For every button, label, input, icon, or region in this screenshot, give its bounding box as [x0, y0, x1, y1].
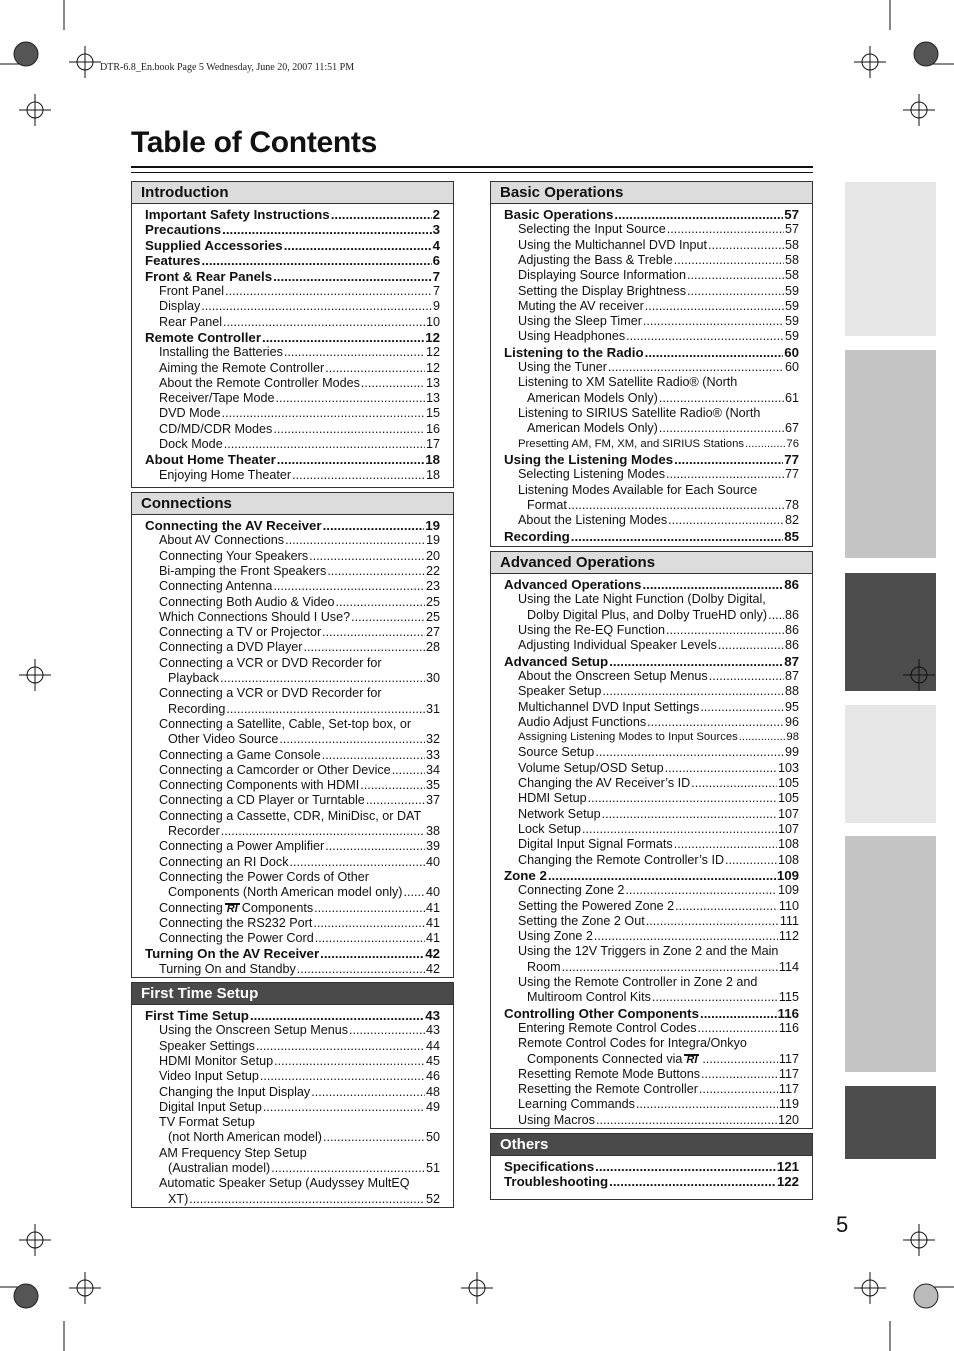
toc-page-number: 95	[784, 699, 799, 714]
toc-entry-title: Other Video Source	[168, 732, 279, 747]
toc-page-number: 86	[784, 622, 799, 637]
toc-page-number: 60	[784, 360, 799, 375]
toc-entry-title: Turning On and Standby	[159, 961, 296, 976]
toc-entry-title: (Australian model)	[168, 1161, 271, 1176]
toc-page-number: 33	[425, 747, 440, 762]
toc-page-number: 41	[425, 900, 440, 915]
toc-entry-title: Multichannel DVD Input Settings	[518, 699, 700, 714]
toc-entry-title: Connecting a Camcorder or Other Device	[159, 762, 391, 777]
toc-page-number: 46	[425, 1069, 440, 1084]
toc-entry-title: Using Macros	[518, 1112, 595, 1127]
toc-entry-line: Listening Modes Available for Each Source	[518, 482, 758, 497]
toc-page-number: 59	[784, 283, 799, 298]
toc-entry-title: Setting the Display Brightness	[518, 283, 687, 298]
toc-page-number: 18	[425, 452, 440, 468]
toc-page-number: 67	[784, 421, 799, 436]
toc-entry-title: CD/MD/CDR Modes	[159, 421, 273, 436]
toc-page-number: 49	[425, 1099, 440, 1114]
ri-logo-icon: RI	[226, 902, 238, 915]
toc-page-number: 52	[425, 1191, 440, 1206]
ri-logo-icon: RI	[686, 1053, 698, 1066]
toc-entry-title: Which Connections Should I Use?	[159, 609, 351, 624]
toc-page-number: 96	[784, 714, 799, 729]
toc-entry-title: Recording	[504, 528, 570, 544]
section-title: Basic Operations	[491, 182, 812, 204]
toc-entry-title: Installing the Batteries	[159, 345, 283, 360]
toc-entry-title: Speaker Setup	[518, 684, 602, 699]
toc-page-number: 116	[778, 1020, 799, 1035]
toc-entry-title: Changing the Remote Controller’s ID	[518, 852, 725, 867]
toc-page-number: 105	[777, 791, 799, 806]
toc-entry-title: Listening to the Radio	[504, 344, 644, 360]
toc-entry-title: Recording	[168, 701, 226, 716]
toc-entry-title: HDMI Monitor Setup	[159, 1053, 274, 1068]
toc-page-number: 28	[425, 640, 440, 655]
print-header: DTR-6.8_En.book Page 5 Wednesday, June 20, 2007 11:51 PM	[100, 62, 355, 73]
toc-entry-title: Controlling Other Components	[504, 1005, 700, 1021]
toc-entry-title: Adjusting the Bass & Treble	[518, 252, 673, 267]
toc-page-number: 32	[425, 732, 440, 747]
toc-entry-title: Adjusting Individual Speaker Levels	[518, 638, 717, 653]
toc-page-number: 76	[786, 437, 799, 450]
toc-entry-line: Connecting a Satellite, Cable, Set-top box, or	[159, 716, 412, 731]
toc-page-number: 88	[784, 684, 799, 699]
toc-entry-title: Room	[527, 959, 561, 974]
toc-entry-title: Connecting a DVD Player	[159, 640, 303, 655]
toc-page-number: 27	[425, 625, 440, 640]
toc-entry-title: Dock Mode	[159, 437, 223, 452]
toc-page-number: 50	[425, 1130, 440, 1145]
section-title: Introduction	[132, 182, 453, 204]
toc-entry-title: Using the Sleep Timer	[518, 314, 642, 329]
toc-entry-title: Aiming the Remote Controller	[159, 360, 325, 375]
toc-entry-title: Multiroom Control Kits	[527, 990, 651, 1005]
toc-page-number: 43	[425, 1023, 440, 1038]
toc-entry-line: Connecting a Cassette, CDR, MiniDisc, or DAT	[159, 808, 422, 823]
toc-entry-title: Source Setup	[518, 745, 595, 760]
toc-entry-title: Digital Input Signal Formats	[518, 837, 673, 852]
toc-entry-title: Playback	[168, 671, 220, 686]
toc-entry-line: AM Frequency Step Setup	[159, 1145, 307, 1160]
toc-page-number: 51	[425, 1161, 440, 1176]
toc-page-number: 117	[778, 1066, 799, 1081]
toc-entry-line: Automatic Speaker Setup (Audyssey MultEQ	[159, 1176, 410, 1191]
toc-entry-title: Video Input Setup	[159, 1069, 259, 1084]
toc-entry-title: Volume Setup/OSD Setup	[518, 760, 664, 775]
toc-page-number: 87	[784, 653, 799, 669]
toc-entry-line: Using the 12V Triggers in Zone 2 and the Main	[518, 944, 779, 959]
toc-entry-title: Zone 2	[504, 867, 547, 883]
toc-entry-title: Advanced Setup	[504, 653, 609, 669]
toc-page-number: 110	[778, 898, 799, 913]
toc-entry-title: Remote Controller	[145, 329, 261, 345]
toc-page-number: 48	[425, 1084, 440, 1099]
toc-entry-title: American Models Only)	[527, 421, 658, 436]
toc-page-number: 108	[777, 852, 799, 867]
section-title: Others	[491, 1134, 812, 1156]
toc-page-number: 38	[425, 824, 440, 839]
toc-page-number: 2	[432, 207, 440, 222]
toc-entry-line: Connecting a VCR or DVD Recorder for	[159, 686, 382, 701]
toc-entry-title: American Models Only)	[527, 390, 658, 405]
toc-entry-title: Recorder	[168, 824, 220, 839]
section-title: Connections	[132, 493, 453, 515]
toc-page-number: 37	[425, 793, 440, 808]
toc-page-number: 19	[425, 533, 440, 548]
toc-page-number: 59	[784, 329, 799, 344]
toc-entry-title: Lock Setup	[518, 821, 582, 836]
toc-entry-title: Speaker Settings	[159, 1038, 255, 1053]
toc-entry-title: Selecting the Input Source	[518, 222, 666, 237]
toc-entry-title: Using Headphones	[518, 329, 626, 344]
toc-entry-title: Dolby Digital Plus, and Dolby TrueHD only)	[527, 607, 768, 622]
toc-entry-line: Connecting the Power Cords of Other	[159, 869, 370, 884]
toc-entry-title: Basic Operations	[504, 207, 614, 222]
toc-entry-title: (not North American model)	[168, 1130, 322, 1145]
toc-entry-title: Important Safety Instructions	[145, 207, 330, 222]
toc-entry-title: Displaying Source Information	[518, 268, 686, 283]
toc-page-number: 40	[425, 854, 440, 869]
toc-page-number: 17	[425, 437, 440, 452]
toc-page-number: 35	[425, 778, 440, 793]
toc-entry-line: Connecting a VCR or DVD Recorder for	[159, 655, 382, 670]
toc-page-number: 12	[425, 360, 440, 375]
toc-entry-title: Learning Commands	[518, 1097, 635, 1112]
toc-entry-title: Bi-amping the Front Speakers	[159, 563, 327, 578]
toc-page-number: 114	[778, 959, 799, 974]
toc-entry-title: Audio Adjust Functions	[518, 714, 647, 729]
toc-entry-title: About the Onscreen Setup Menus	[518, 668, 708, 683]
toc-page-number: 60	[784, 344, 799, 360]
toc-page-number: 119	[778, 1097, 799, 1112]
toc-entry-title: Connecting the RS232 Port	[159, 915, 313, 930]
toc-entry-title: Connecting a Game Console	[159, 747, 321, 762]
toc-entry-title: Using the Tuner	[518, 360, 607, 375]
toc-page-number: 99	[784, 745, 799, 760]
toc-page-number: 121	[776, 1159, 799, 1174]
toc-page-number: 77	[784, 467, 799, 482]
toc-entry-title: Connecting the Power Cord	[159, 931, 314, 946]
toc-entry-line: Using the Late Night Function (Dolby Digital,	[518, 592, 766, 607]
section-title: First Time Setup	[132, 983, 453, 1005]
toc-entry-title: Connecting	[159, 900, 223, 915]
toc-page-number: 109	[776, 867, 799, 883]
toc-page-number: 117	[778, 1051, 799, 1066]
toc-page-number: 59	[784, 314, 799, 329]
toc-page-number: 107	[777, 806, 799, 821]
toc-page-number: 105	[777, 776, 799, 791]
toc-entry-title: Connecting Zone 2	[518, 883, 625, 898]
toc-page-number: 58	[784, 252, 799, 267]
toc-page-number: 42	[425, 946, 440, 962]
toc-page-number: 122	[776, 1174, 799, 1190]
toc-page-number: 77	[784, 451, 799, 467]
toc-entry-title: Connecting Antenna	[159, 579, 273, 594]
toc-entry-title: Format	[527, 497, 567, 512]
toc-page-number: 41	[425, 931, 440, 946]
toc-page-number: 40	[425, 885, 440, 900]
toc-entry-title: Connecting Your Speakers	[159, 548, 309, 563]
toc-entry-title: Entering Remote Control Codes	[518, 1020, 697, 1035]
toc-entry-title: Selecting Listening Modes	[518, 467, 666, 482]
toc-page-number: 82	[784, 513, 799, 528]
toc-entry-line: TV Format Setup	[159, 1115, 255, 1130]
toc-page-number: 109	[777, 883, 799, 898]
toc-entry-title: Using the Onscreen Setup Menus	[159, 1023, 349, 1038]
toc-entry-title: Connecting a Power Amplifier	[159, 839, 325, 854]
toc-page-number: 39	[425, 839, 440, 854]
toc-entry-title: Enjoying Home Theater	[159, 467, 292, 482]
toc-page-number: 41	[425, 915, 440, 930]
toc-page-number: 78	[784, 497, 799, 512]
toc-page-number: 120	[777, 1112, 799, 1127]
section-title: Advanced Operations	[491, 552, 812, 574]
toc-page-number: 20	[425, 548, 440, 563]
toc-page-number: 111	[779, 913, 799, 928]
toc-page-number: 19	[425, 518, 440, 533]
toc-page-number: 30	[425, 671, 440, 686]
toc-page-number: 87	[784, 668, 799, 683]
toc-page-number: 12	[425, 329, 440, 345]
toc-entry-title: Using the Re-EQ Function	[518, 622, 665, 637]
toc-page-number: 117	[778, 1082, 799, 1097]
toc-page-number: 6	[432, 253, 440, 269]
toc-page-number: 31	[425, 701, 440, 716]
toc-page-number: 61	[784, 390, 799, 405]
toc-page-number: 10	[425, 314, 440, 329]
toc-entry-title: Changing the AV Receiver’s ID	[518, 776, 691, 791]
toc-entry-title-cont: Components	[241, 900, 314, 915]
toc-page-number: 13	[425, 375, 440, 390]
toc-page-number: 16	[425, 421, 440, 436]
toc-entry-title: First Time Setup	[145, 1008, 249, 1023]
toc-entry-title: Rear Panel	[159, 314, 223, 329]
toc-page-number: 25	[425, 609, 440, 624]
toc-entry-title: About the Listening Modes	[518, 513, 668, 528]
toc-page-number: 45	[425, 1053, 440, 1068]
page-title: Table of Contents	[131, 126, 378, 159]
toc-page-number: 112	[778, 929, 799, 944]
toc-page-number: 57	[784, 207, 799, 222]
toc-entry-title: HDMI Setup	[518, 791, 587, 806]
toc-entry-title: Receiver/Tape Mode	[159, 391, 275, 406]
toc-page-number: 86	[784, 577, 799, 592]
toc-entry-title: Network Setup	[518, 806, 601, 821]
toc-entry-title: DVD Mode	[159, 406, 221, 421]
toc-entry-title: Specifications	[504, 1159, 595, 1174]
toc-entry-title: Using the Listening Modes	[504, 451, 674, 467]
toc-page-number: 7	[432, 268, 440, 284]
toc-page-number: 103	[777, 760, 799, 775]
toc-page-number: 108	[777, 837, 799, 852]
toc-entry-title: Connecting the AV Receiver	[145, 518, 322, 533]
toc-entry-title: Setting the Powered Zone 2	[518, 898, 675, 913]
toc-entry-line: Using the Remote Controller in Zone 2 and	[518, 975, 758, 989]
toc-entry-title: Troubleshooting	[504, 1174, 609, 1190]
toc-page-number: 44	[425, 1038, 440, 1053]
toc-page-number: 12	[425, 345, 440, 360]
toc-entry-line: Listening to XM Satellite Radio® (North	[518, 375, 738, 390]
toc-entry-title: Connecting a TV or Projector	[159, 625, 322, 640]
toc-entry-title: Muting the AV receiver	[518, 298, 644, 313]
page-number: 5	[836, 1212, 849, 1237]
toc-entry-title: Components Connected via	[527, 1051, 683, 1066]
toc-page-number: 85	[784, 528, 799, 544]
toc-page-number: 58	[784, 237, 799, 252]
toc-entry-line: Remote Control Codes for Integra/Onkyo	[518, 1036, 747, 1051]
toc-entry-title: Front Panel	[159, 283, 225, 298]
toc-entry-title: Components (North American model only)	[168, 885, 403, 900]
toc-page-number: 23	[425, 579, 440, 594]
toc-entry-title: Turning On the AV Receiver	[145, 946, 320, 962]
toc-page-number: 43	[425, 1008, 440, 1023]
toc-entry-title: Setting the Zone 2 Out	[518, 913, 645, 928]
toc-page-number: 4	[432, 237, 440, 253]
toc-page-number: 86	[784, 638, 799, 653]
toc-page-number: 98	[786, 731, 799, 744]
toc-entry-title: Supplied Accessories	[145, 237, 283, 253]
toc-page-number: 13	[425, 391, 440, 406]
toc-page-number: 115	[778, 990, 799, 1005]
toc-entry-title: Display	[159, 299, 201, 314]
toc-entry-title: Features	[145, 253, 201, 269]
toc-entry-line: Listening to SIRIUS Satellite Radio® (North	[518, 406, 761, 421]
toc-entry-title: Connecting Components with HDMI	[159, 778, 360, 793]
toc-entry-title: Precautions	[145, 222, 222, 238]
toc-page-number: 9	[432, 299, 440, 314]
toc-page-number: 107	[777, 821, 799, 836]
toc-entry-title: Digital Input Setup	[159, 1099, 262, 1114]
toc-entry-title: About the Remote Controller Modes	[159, 375, 360, 390]
toc-page-number: 18	[425, 467, 440, 482]
toc-page-number: 22	[425, 563, 440, 578]
toc-page-number: 15	[425, 406, 440, 421]
toc-entry-title: Advanced Operations	[504, 577, 642, 592]
toc-page-number: 25	[425, 594, 440, 609]
toc-entry-title: XT)	[168, 1191, 189, 1206]
toc-page-number: 86	[784, 607, 799, 622]
toc-page-number: 34	[425, 762, 440, 777]
toc-entry-title: Changing the Input Display	[159, 1084, 311, 1099]
toc-entry-title: Assigning Listening Modes to Input Sources	[518, 731, 738, 744]
toc-page-number: 42	[425, 961, 440, 976]
toc-entry-title: Using Zone 2	[518, 929, 593, 944]
toc-entry-title: Resetting Remote Mode Buttons	[518, 1066, 701, 1081]
toc-page-number: 7	[432, 283, 440, 298]
toc-entry-title: About Home Theater	[145, 452, 276, 468]
toc-page-number: 58	[784, 268, 799, 283]
toc-entry-title: Connecting a CD Player or Turntable	[159, 793, 365, 808]
toc-page-number: 59	[784, 298, 799, 313]
toc-entry-title: Connecting Both Audio & Video	[159, 594, 335, 609]
toc-page-number: 57	[784, 222, 799, 237]
toc-entry-title: About AV Connections	[159, 533, 285, 548]
toc-entry-title: Using the Multichannel DVD Input	[518, 237, 708, 252]
toc-entry-title: Resetting the Remote Controller	[518, 1082, 698, 1097]
toc-page-number: 3	[432, 222, 440, 238]
toc-entry-title: Connecting an RI Dock	[159, 854, 289, 869]
toc-entry-title: Front & Rear Panels	[145, 268, 273, 284]
toc-entry-title: Presetting AM, FM, XM, and SIRIUS Stations	[518, 437, 745, 450]
toc-page-number: 116	[777, 1005, 799, 1021]
